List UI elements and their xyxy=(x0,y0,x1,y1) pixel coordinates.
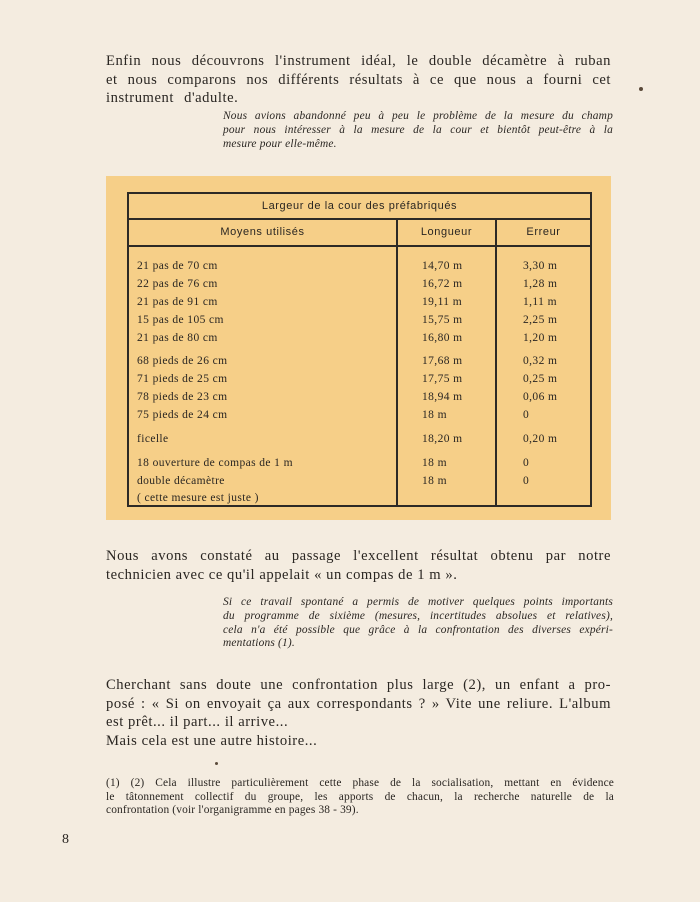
table-row xyxy=(129,314,590,331)
cell-means: double décamètre xyxy=(137,475,225,487)
table-row xyxy=(129,391,590,408)
cell-length: 18,20 m xyxy=(422,433,463,445)
ink-speck xyxy=(215,762,218,765)
intro-paragraph xyxy=(106,52,611,108)
text-line: le tâtonnement collectif du groupe, les apports de chacun, la recherche naturelle de la xyxy=(106,790,614,803)
table-row xyxy=(129,355,590,372)
text-line: Nous avions abandonné peu à peu le problème de la mesure du champ xyxy=(223,110,613,122)
cell-means: 78 pieds de 23 cm xyxy=(137,391,228,403)
cell-error: 1,20 m xyxy=(523,332,558,344)
column-header-means: Moyens utilisés xyxy=(220,226,305,238)
paragraph-2 xyxy=(106,547,611,584)
cell-error: 1,11 m xyxy=(523,296,557,308)
cell-length: 17,68 m xyxy=(422,355,463,367)
text-line: mentations (1). xyxy=(223,637,295,650)
italic-note-2 xyxy=(223,596,613,651)
cell-means: 68 pieds de 26 cm xyxy=(137,355,228,367)
table-row xyxy=(129,296,590,313)
table-row xyxy=(129,373,590,390)
column-header-length: Longueur xyxy=(420,226,473,238)
cell-error: 0,06 m xyxy=(523,391,558,403)
cell-length: 16,80 m xyxy=(422,332,463,344)
cell-length: 17,75 m xyxy=(422,373,463,385)
cell-error: 0 xyxy=(523,409,530,421)
table-row xyxy=(129,475,590,492)
cell-error: 0,25 m xyxy=(523,373,558,385)
cell-length: 15,75 m xyxy=(422,314,463,326)
cell-length: 18,94 m xyxy=(422,391,463,403)
table-row xyxy=(129,332,590,349)
table-row xyxy=(129,457,590,474)
cell-length: 18 m xyxy=(422,475,447,487)
cell-means: ficelle xyxy=(137,433,169,445)
cell-error: 0 xyxy=(523,457,530,469)
text-line: confrontation (voir l'organigramme en pages 38 - 39). xyxy=(106,804,359,816)
table-panel xyxy=(106,176,611,520)
cell-length: 18 m xyxy=(422,457,447,469)
cell-means: 71 pieds de 25 cm xyxy=(137,373,228,385)
cell-length: 16,72 m xyxy=(422,278,463,290)
table-row xyxy=(129,433,590,450)
text-line: du programme de sixième (mesures, incertitudes absolues et relatives), xyxy=(223,609,613,622)
text-line: cela n'a été possible que grâce à la confrontation des diverses expéri- xyxy=(223,623,613,636)
cell-error: 2,25 m xyxy=(523,314,558,326)
cell-error: 1,28 m xyxy=(523,278,558,290)
cell-length: 14,70 m xyxy=(422,260,463,272)
text-line: posé : « Si on envoyait ça aux correspondants ? » Vite une reliure. L'album xyxy=(106,695,611,712)
table-title: Largeur de la cour des préfabriqués xyxy=(129,194,590,220)
paragraph-3 xyxy=(106,676,611,750)
cell-length: 18 m xyxy=(422,409,447,421)
footnote xyxy=(106,777,614,818)
text-line: Enfin nous découvrons l'instrument idéal, le double décamètre à ruban xyxy=(106,53,611,69)
cell-error: 3,30 m xyxy=(523,260,558,272)
text-line: pour nous intéresser à la mesure de la cour et bientôt peut-être à la xyxy=(223,123,613,136)
table-row xyxy=(129,409,590,426)
text-line: est prêt... il part... il arrive... xyxy=(106,714,289,730)
cell-means: ( cette mesure est juste ) xyxy=(137,492,259,504)
text-line: Nous avons constaté au passage l'excellent résultat obtenu par notre xyxy=(106,548,611,564)
header-rule xyxy=(129,245,590,247)
text-line: Si ce travail spontané a permis de motiver quelques points importants xyxy=(223,596,613,608)
text-line: Mais cela est une autre histoire... xyxy=(106,732,318,749)
cell-means: 15 pas de 105 cm xyxy=(137,314,224,326)
text-line: instrument d'adulte. xyxy=(106,90,239,106)
page-number: 8 xyxy=(62,832,70,847)
column-header-error: Erreur xyxy=(526,226,561,238)
table-row xyxy=(129,260,590,277)
table-row xyxy=(129,278,590,295)
cell-means: 21 pas de 91 cm xyxy=(137,296,218,308)
text-line: mesure pour elle-même. xyxy=(223,137,337,150)
text-line: technicien avec ce qu'il appelait « un compas de 1 m ». xyxy=(106,566,458,583)
cell-means: 75 pieds de 24 cm xyxy=(137,409,228,421)
cell-means: 22 pas de 76 cm xyxy=(137,278,218,290)
cell-means: 21 pas de 80 cm xyxy=(137,332,218,344)
cell-means: 18 ouverture de compas de 1 m xyxy=(137,457,293,469)
italic-note-1 xyxy=(223,110,613,151)
measurement-table xyxy=(127,192,592,507)
cell-error: 0,20 m xyxy=(523,433,558,445)
cell-length: 19,11 m xyxy=(422,296,463,308)
ink-speck xyxy=(639,87,643,91)
cell-error: 0 xyxy=(523,475,530,487)
cell-error: 0,32 m xyxy=(523,355,558,367)
text-line: (1) (2) Cela illustre particulièrement cette phase de la socialisation, mettant en évidence xyxy=(106,777,614,789)
text-line: et nous comparons nos différents résultats à ce que nous a fourni cet xyxy=(106,71,611,88)
table-row xyxy=(129,492,590,509)
cell-means: 21 pas de 70 cm xyxy=(137,260,218,272)
text-line: Cherchant sans doute une confrontation plus large (2), un enfant a pro- xyxy=(106,677,611,693)
